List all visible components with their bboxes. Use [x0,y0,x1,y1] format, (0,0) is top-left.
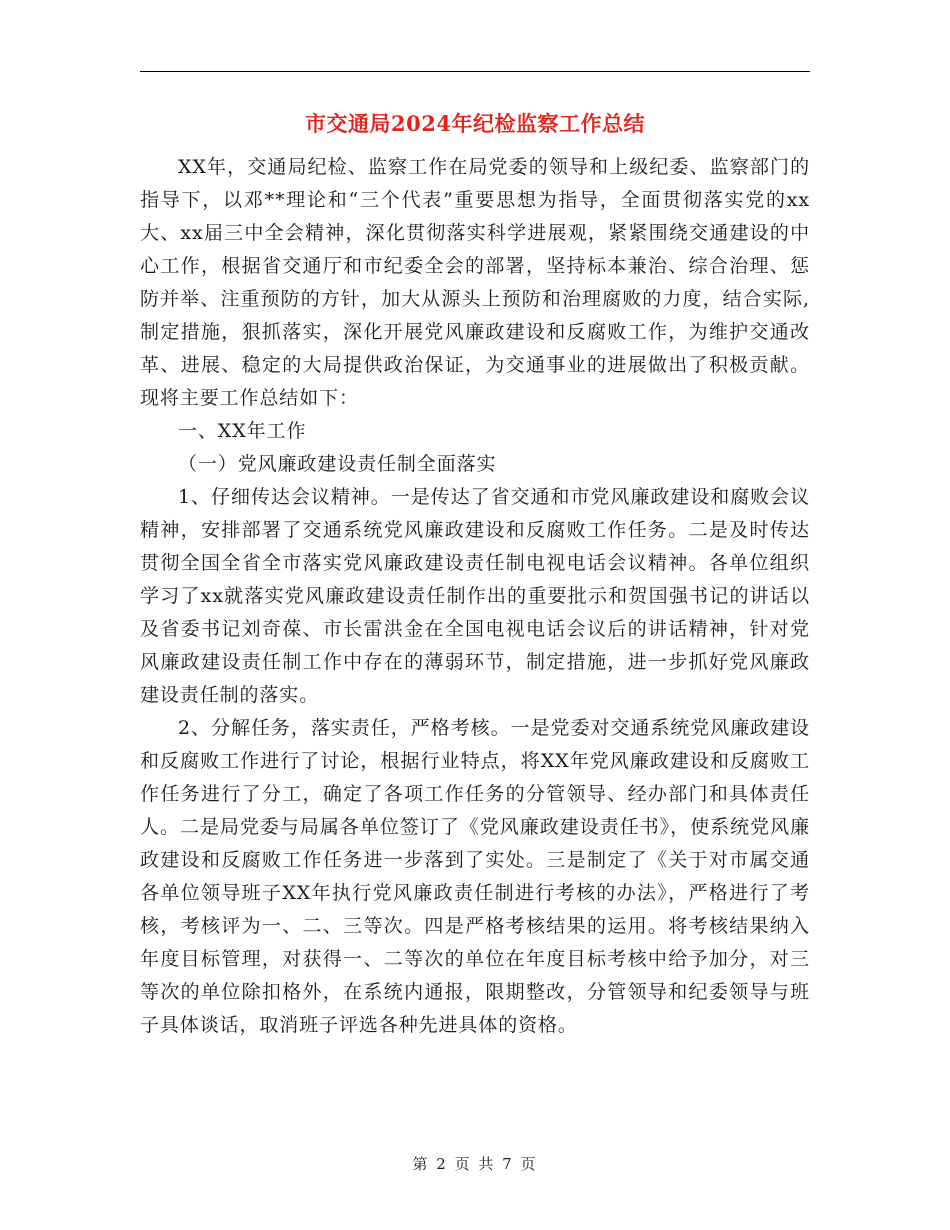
header-rule [140,71,810,72]
section-heading: 一、XX年工作 [178,420,307,442]
document-title: 市交通局2024年纪检监察工作总结 [305,111,645,136]
subsection-heading: （一）党风廉政建设责任制全面落实 [178,453,497,475]
body-paragraph: 1、仔细传达会议精神。一是传达了省交通和市党风廉政建设和腐败会议精神，安排部署了交通系统党风廉政建设和反腐败工作任务。二是及时传达贯彻全国全省全市落实党风廉政建设责任制电视电话会议精神。各单位组织学习了xx就落实党风廉政建设责任制作出的重要批示和贺国强书记的讲话以及省委书记刘奇葆、市长雷洪金在全国电视电话会议后的讲话精神，针对党风廉政建设责任制工作中存在的薄弱环节，制定措施，进一步抓好党风廉政建设责任制的落实。 [140,486,810,706]
body-paragraph: 2、分解任务，落实责任，严格考核。一是党委对交通系统党风廉政建设和反腐败工作进行了讨论，根据行业特点，将XX年党风廉政建设和反腐败工作任务进行了分工，确定了各项工作任务的分管领导、经办部门和具体责任人。二是局党委与局属各单位签订了《党风廉政建设责任书》，使系统党风廉政建设和反腐败工作任务进一步落到了实处。三是制定了《关于对市属交通各单位领导班子XX年执行党风廉政责任制进行考核的办法》，严格进行了考核，考核评为一、二、三等次。四是严格考核结果的运用。将考核结果纳入年度目标管理，对获得一、二等次的单位在年度目标考核中给予加分，对三等次的单位除扣格外，在系统内通报，限期整改，分管领导和纪委领导与班子具体谈话，取消班子评选各种先进具体的资格。 [140,717,810,1036]
page-number-footer: 第 2 页 共 7 页 [412,1155,538,1173]
intro-paragraph: XX年，交通局纪检、监察工作在局党委的领导和上级纪委、监察部门的指导下，以邓**理论和“三个代表”重要思想为指导，全面贯彻落实党的xx大、xx届三中全会精神，深化贯彻落实科学进展观，紧紧围绕交通建设的中心工作，根据省交通厅和市纪委全会的部署，坚持标本兼治、综合治理、惩防并举、注重预防的方针，加大从源头上预防和治理腐败的力度，结合实际,制定措施，狠抓落实，深化开展党风廉政建设和反腐败工作，为维护交通改革、进展、稳定的大局提供政治保证，为交通事业的进展做出了积极贡献。现将主要工作总结如下： [140,156,810,409]
document-body [140,151,810,1042]
